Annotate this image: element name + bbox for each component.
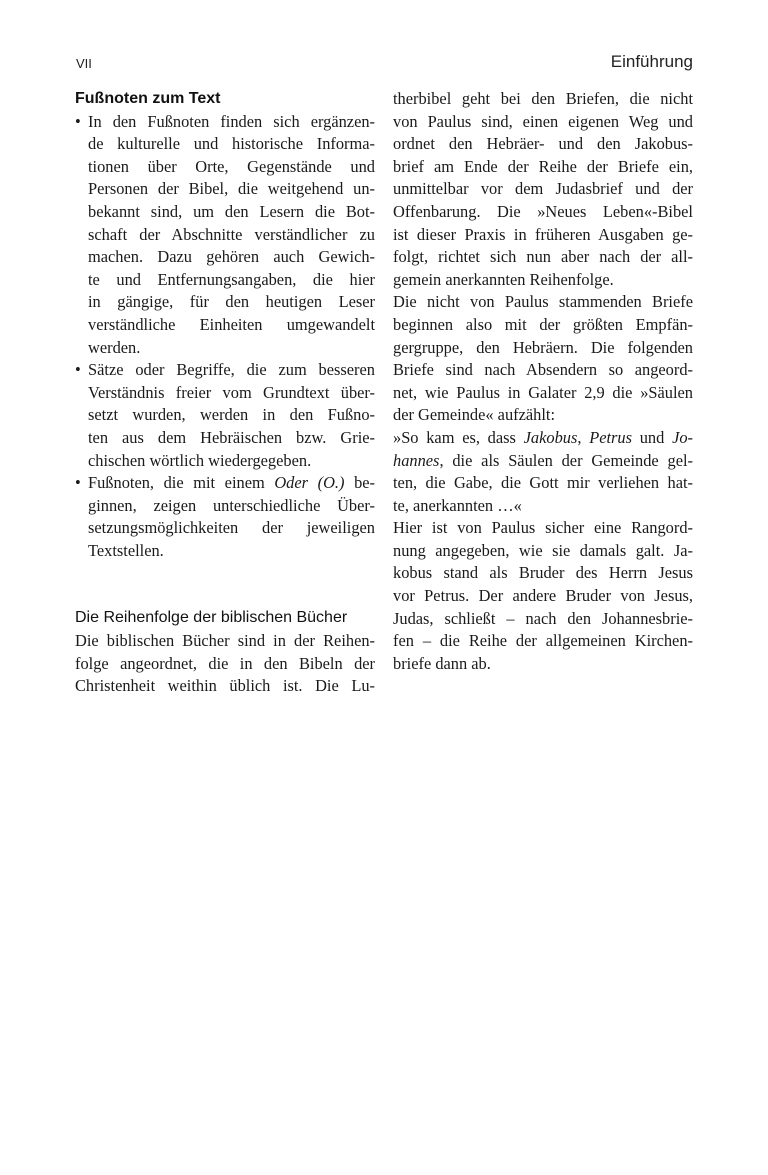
text-line: [393, 450, 693, 473]
text-line: Textstellen.: [88, 540, 164, 560]
list-item: [75, 472, 375, 562]
text-line: net, wie Paulus in Galater 2,9 die »Säulen: [393, 382, 693, 402]
text-line: ten aus dem Hebräischen bzw. Grie-: [88, 427, 375, 447]
text-line: vor Petrus. Der andere Bruder von Jesus,: [393, 586, 693, 606]
text-line: de kulturelle und historische Informa-: [88, 134, 375, 154]
text-line: Offenbarung. Die »Neues Leben«-Bibel: [393, 201, 693, 221]
list-item: [75, 359, 375, 472]
text-line: In den Fußnoten finden sich ergänzen-: [88, 111, 375, 131]
text-line: Christenheit weithin üblich ist. Die Lu-: [75, 676, 375, 696]
text-line: der Gemeinde« aufzählt:: [393, 405, 556, 425]
text-line: te, anerkannten …«: [393, 495, 522, 515]
text-line: Personen der Bibel, die weitgehend un-: [88, 179, 375, 199]
text-line: ginnen, zeigen unterschiedliche Über-: [88, 495, 375, 515]
footnote-bullet-list: [75, 111, 375, 563]
right-column: [393, 88, 693, 675]
italic-name: Jo-: [672, 427, 693, 447]
left-column: [75, 88, 375, 698]
paragraph: [393, 88, 693, 291]
section-heading-footnotes: Fußnoten zum Text: [75, 90, 221, 107]
text-line: nung angegeben, wie sie damals galt. Ja-: [393, 540, 693, 560]
text-fragment: , die als Säulen der Gemeinde gel-: [439, 450, 693, 470]
paragraph: [393, 291, 693, 427]
text-line: brief am Ende der Reihe der Briefe ein,: [393, 156, 693, 176]
italic-name: hannes: [393, 450, 440, 470]
text-line: gergruppe, den Hebräern. Die folgenden: [393, 337, 693, 357]
text-fragment: ,: [577, 427, 590, 447]
text-line: machen. Dazu gehören auch Gewich-: [88, 247, 375, 267]
bible-quote: [393, 427, 693, 517]
text-line: Sätze oder Begriffe, die zum besseren: [88, 360, 375, 380]
text-line: ordnet den Hebräer- und den Jakobus-: [393, 134, 693, 154]
text-line: Briefe sind nach Absendern so angeord-: [393, 360, 693, 380]
section-spacer: [75, 562, 375, 607]
text-fragment: »So kam es, dass: [393, 427, 524, 447]
text-line: unmittelbar vor dem Judasbrief und der: [393, 179, 693, 199]
text-line: fen – die Reihe der allgemeinen Kirchen-: [393, 631, 693, 651]
text-fragment: Fußnoten, die mit einem: [88, 473, 275, 493]
list-item: [75, 111, 375, 360]
text-line: ist dieser Praxis in früheren Ausgaben ge-: [393, 224, 693, 244]
text-fragment: be-: [344, 473, 375, 493]
italic-term: Oder (O.): [274, 473, 345, 493]
text-line: Die nicht von Paulus stammenden Briefe: [393, 292, 693, 312]
italic-name: Petrus: [589, 427, 632, 447]
bullet-icon: •: [75, 360, 81, 380]
text-fragment: und: [632, 427, 673, 447]
text-line: ten, die Gabe, die Gott mir verliehen hat-: [393, 473, 693, 493]
text-line: tionen über Orte, Gegenstände und: [88, 156, 375, 176]
text-line: schaft der Abschnitte verständlicher zu: [88, 224, 375, 244]
text-line: folgt, richtet sich nun aber nach der all-: [393, 247, 693, 267]
bullet-icon: •: [75, 473, 81, 493]
text-line: Verständnis freier vom Grundtext über-: [88, 382, 375, 402]
text-line: werden.: [88, 337, 141, 357]
text-line: Hier ist von Paulus sicher eine Rangord-: [393, 518, 693, 538]
section-heading-book-order: Die Reihenfolge der biblischen Bücher: [75, 609, 348, 627]
text-line: folge angeordnet, die in den Bibeln der: [75, 653, 375, 673]
text-line: briefe dann ab.: [393, 653, 491, 673]
paragraph: [75, 630, 375, 698]
text-line: setzt wurden, werden in den Fußno-: [88, 405, 375, 425]
text-line: te und Entfernungsangaben, die hier: [88, 269, 375, 289]
page-number: VII: [76, 56, 92, 71]
italic-name: Jakobus: [523, 427, 578, 447]
text-line: verständliche Einheiten umgewandelt: [88, 314, 375, 334]
text-line: von Paulus sind, einen eigenen Weg und: [393, 111, 693, 131]
text-line: [393, 427, 693, 450]
running-title: Einführung: [610, 52, 693, 71]
text-line: Judas, schließt – nach den Johannesbrie-: [393, 608, 693, 628]
text-line: [88, 472, 375, 495]
text-line: Die biblischen Bücher sind in der Reihen-: [75, 631, 375, 651]
text-line: in gängige, für den heutigen Leser: [88, 292, 375, 312]
bullet-icon: •: [75, 111, 81, 131]
text-line: gemein anerkannten Reihenfolge.: [393, 269, 614, 289]
text-line: bekannt sind, um den Lesern die Bot-: [88, 201, 375, 221]
text-line: setzungsmöglichkeiten der jeweiligen: [88, 518, 375, 538]
paragraph: [393, 517, 693, 675]
text-line: beginnen also mit der größten Empfän-: [393, 314, 693, 334]
text-line: therbibel geht bei den Briefen, die nicht: [393, 89, 693, 108]
text-line: kobus stand als Bruder des Herrn Jesus: [393, 563, 693, 583]
text-line: chischen wörtlich wiedergegeben.: [88, 450, 312, 470]
